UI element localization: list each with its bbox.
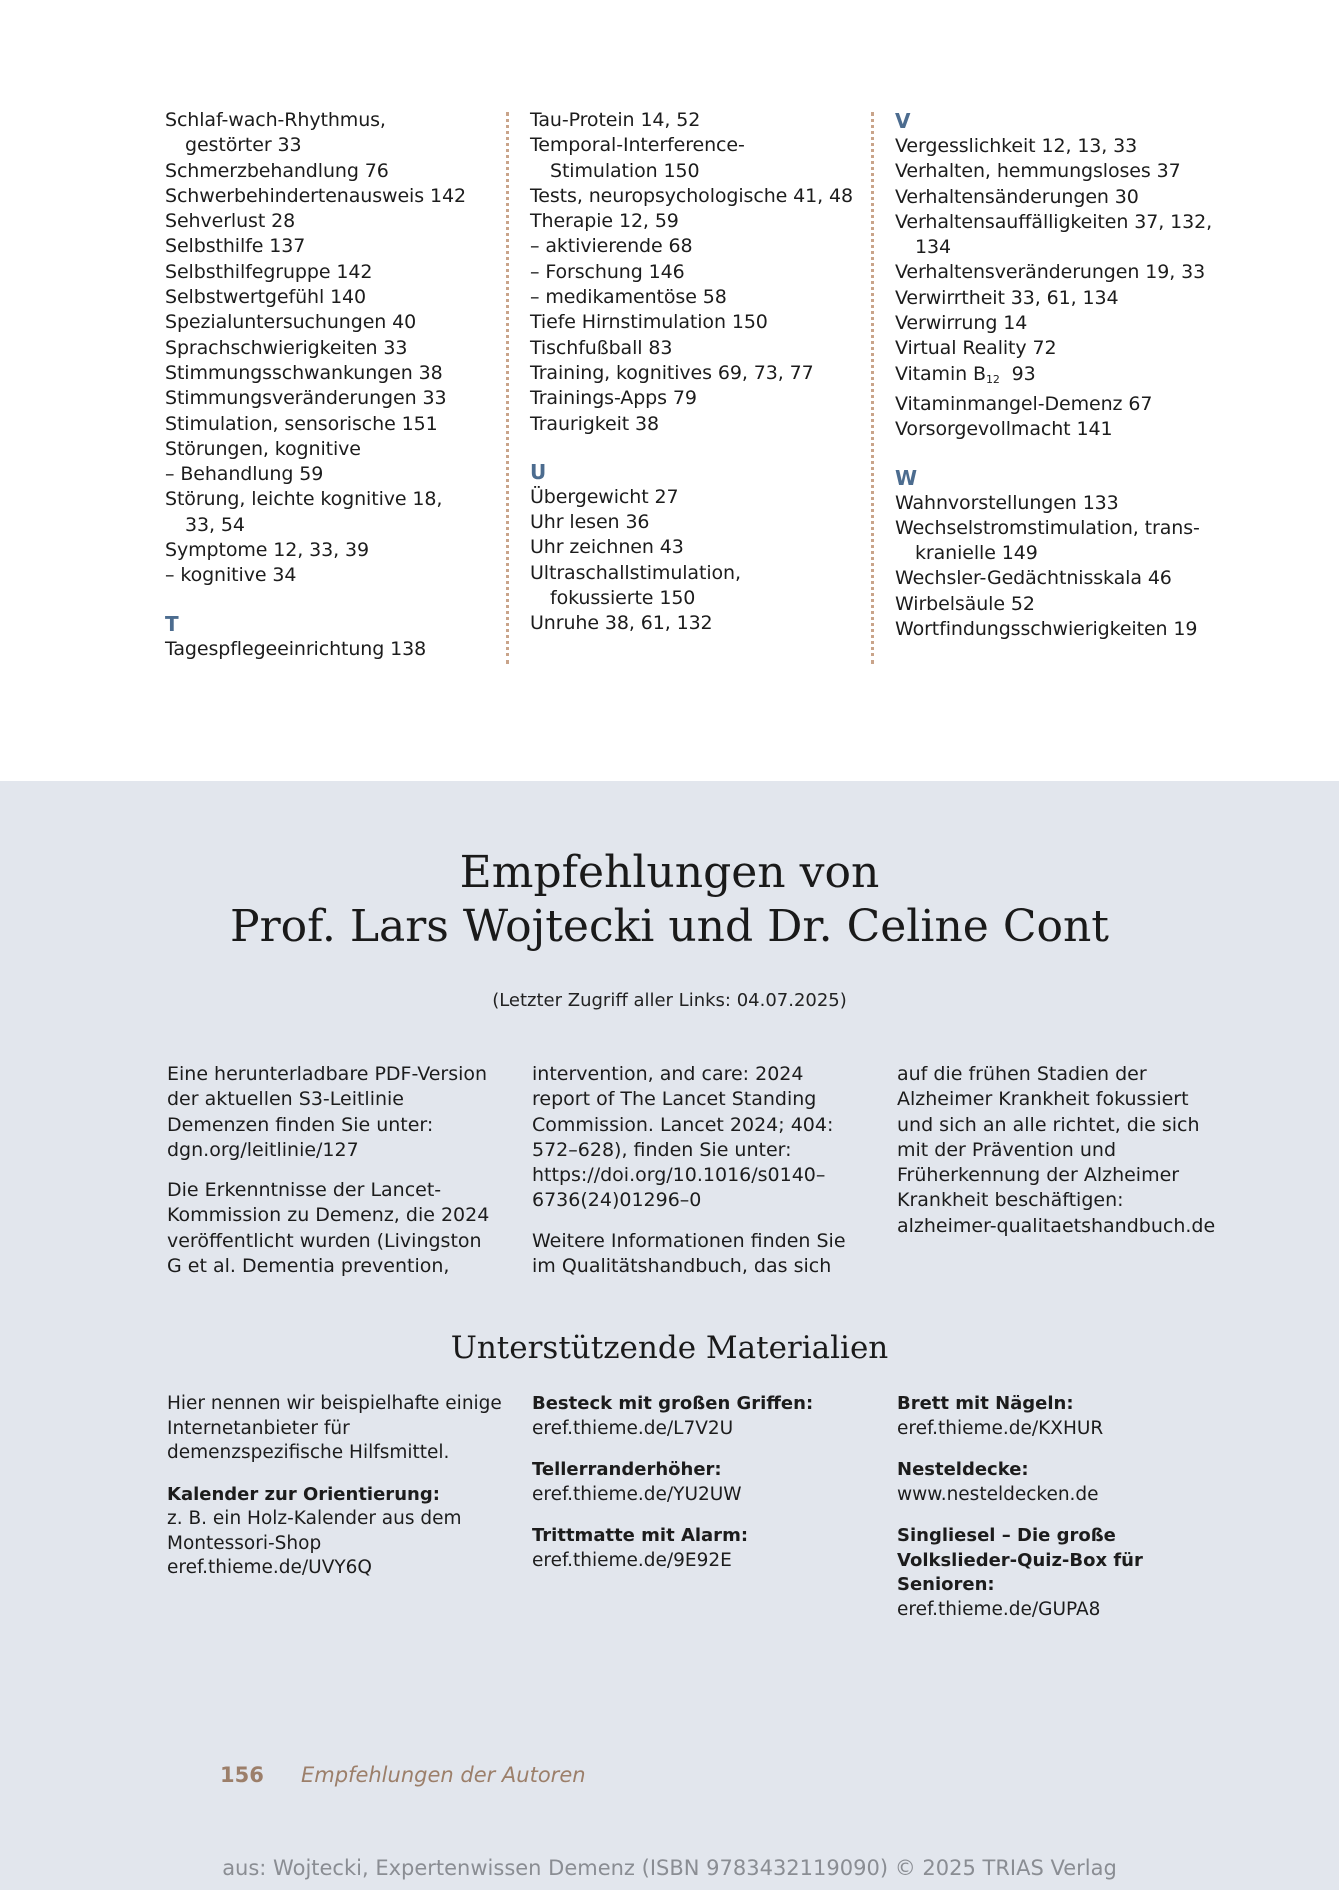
index-entry: Störung, leichte kognitive 18, [165,488,443,511]
index-entry: Verhaltensänderungen 30 [895,185,1139,208]
column-divider [506,112,509,664]
index-entry: Symptome 12, 33, 39 [165,539,369,562]
index-entry: Traurigkeit 38 [530,412,660,435]
recommendations-column-1 [167,1062,497,1294]
index-entry: Stimmungsschwankungen 38 [165,361,443,384]
index-entry: Selbstwertgefühl 140 [165,286,367,309]
recommendations-column-3 [897,1062,1222,1254]
index-list [895,491,1240,643]
recommendation-paragraph: Die Erkenntnisse der Lancet-Kommission zu Demenz, die 2024 veröffentlicht wurden (Livingston G et al. Dementia prevention, [167,1179,490,1278]
index-list [165,637,510,662]
source-line: aus: Wojtecki, Expertenwissen Demenz (ISBN 9783432119090) © 2025 TRIAS Verlag [222,1856,1117,1880]
index-entry: Vitaminmangel-Demenz 67 [895,392,1153,415]
index-column-1 [165,108,510,662]
index-column-3 [895,108,1240,642]
index-entry: gestörter 33 [185,134,302,157]
index-entry: 33, 54 [185,513,245,536]
index-entry: Verwirrtheit 33, 61, 134 [895,286,1119,309]
index-entry: Sehverlust 28 [165,210,296,233]
material-nail-board: Brett mit Nägeln: eref.thieme.de/KXHUR [897,1392,1232,1441]
index-entry: Wechsler-Gedächtnisskala 46 [895,567,1172,590]
material-quiz-box: Singliesel – Die große Volkslieder-Quiz-Box für Senioren: eref.thieme.de/GUPA8 [897,1524,1232,1622]
index-list [530,485,875,637]
materials-column-2 [532,1392,867,1590]
index-list [165,108,510,589]
index-entry: Therapie 12, 59 [530,210,679,233]
material-link[interactable]: eref.thieme.de/GUPA8 [897,1598,1101,1620]
access-note: (Letzter Zugriff aller Links: 04.07.2025) [492,990,847,1011]
index-entry: Temporal-Interference- [530,134,745,157]
index-entry: kranielle 149 [915,542,1038,565]
materials-column-1 [167,1392,502,1598]
index-entry: Verhaltensauffälligkeiten 37, 132, [895,210,1213,233]
index-entry: – Forschung 146 [530,260,685,283]
material-link[interactable]: eref.thieme.de/KXHUR [897,1417,1104,1439]
index-entry: Tiefe Hirnstimulation 150 [530,311,768,334]
index-letter-heading: W [895,465,917,490]
index-entry: Schwerbehindertenausweis 142 [165,184,466,207]
index-entry: Stimulation 150 [550,159,700,182]
index-entry: Schmerzbehandlung 76 [165,159,389,182]
index-entry: Tischfußball 83 [530,336,673,359]
recommendation-paragraph: intervention, and care: 2024 report of The Lancet Standing Commission. Lancet 2024; 404: 572–628), finden Sie unter: https://doi.org/10.1016/s0140–6736(24)01296–0 [532,1063,834,1212]
index-list [895,134,1240,362]
materials-intro: Hier nennen wir beispielhafte einige Internetanbieter für demenzspezifische Hilfsmittel. [167,1393,502,1463]
page-number: 156 [220,1763,264,1787]
index-entry: – medikamentöse 58 [530,286,727,309]
index-entry: – kognitive 34 [165,564,297,587]
index-entry: Wirbelsäule 52 [895,592,1035,615]
material-plate-guard: Tellerranderhöher: eref.thieme.de/YU2UW [532,1458,867,1507]
index-entry: Uhr zeichnen 43 [530,536,684,559]
index-entry: Verhaltensveränderungen 19, 33 [895,261,1206,284]
index-entry: Selbsthilfe 137 [165,235,306,258]
index-entry: Trainings-Apps 79 [530,387,697,410]
index-entry: Wechselstromstimulation, trans- [895,516,1200,539]
index-entry: Verwirrung 14 [895,312,1028,335]
index-entry: Tagespflegeeinrichtung 138 [165,637,427,660]
index-entry: Verhalten, hemmungsloses 37 [895,160,1181,183]
index-entry: Sprachschwierigkeiten 33 [165,336,408,359]
recommendations-column-2 [532,1062,862,1294]
index-list [530,108,875,437]
index-entry: Wortfindungsschwierigkeiten 19 [895,618,1198,641]
running-title: Empfehlungen der Autoren [301,1763,586,1787]
index-letter-heading: U [530,459,547,484]
index-entry: Unruhe 38, 61, 132 [530,612,713,635]
column-divider [871,112,874,664]
index-entry: Tau-Protein 14, 52 [530,109,701,131]
index-entry: – aktivierende 68 [530,235,693,258]
index-entry: Übergewicht 27 [530,485,679,508]
index-entry: Virtual Reality 72 [895,337,1057,360]
index-entry: Wahnvorstellungen 133 [895,491,1119,514]
index-entry: – Behandlung 59 [165,463,324,486]
index-entry: Stimulation, sensorische 151 [165,412,438,435]
recommendation-paragraph: Weitere Informationen finden Sie im Qualitätshandbuch, das sich [532,1229,846,1278]
materials-title: Unterstützende Materialien [450,1330,889,1366]
index-entry: Schlaf-wach-Rhythmus, [165,109,386,131]
index-entry: Uhr lesen 36 [530,511,650,534]
index-letter-heading: T [165,611,179,636]
material-fidget-blanket: Nesteldecke: www.nesteldecken.de [897,1458,1232,1507]
material-cutlery: Besteck mit großen Griffen: eref.thieme.de/L7V2U [532,1392,867,1441]
index-entry: Vorsorgevollmacht 141 [895,418,1113,441]
recommendation-paragraph: auf die frühen Stadien der Alzheimer Krankheit fokussiert und sich an alle richtet, die sich mit der Prävention und Früherkennung der Alzheimer Krankheit beschäftigen: alzheimer-qualitaetshandbuch.de [897,1063,1216,1237]
material-link[interactable]: eref.thieme.de/L7V2U [532,1417,734,1439]
index-entry: Training, kognitives 69, 73, 77 [530,361,814,384]
index-column-2 [530,108,875,637]
index-entry: Tests, neuropsychologische 41, 48 [530,184,853,207]
material-link[interactable]: eref.thieme.de/YU2UW [532,1483,742,1505]
material-calendar: Kalender zur Orientierung: z. B. ein Holz-Kalender aus dem Montessori-Shop eref.thieme.de/UVY6Q [167,1483,502,1581]
material-link[interactable]: eref.thieme.de/UVY6Q [167,1557,372,1578]
index-entry: Spezialuntersuchungen 40 [165,311,417,334]
index-entry: Ultraschallstimulation, [530,561,741,584]
material-link[interactable]: eref.thieme.de/9E92E [532,1549,732,1571]
material-alarm-mat: Trittmatte mit Alarm: eref.thieme.de/9E92E [532,1524,867,1573]
materials-column-3 [897,1392,1232,1639]
recommendations-title: Empfehlungen von Prof. Lars Wojtecki und Dr. Celine Cont [230,847,1109,952]
material-link[interactable]: www.nesteldecken.de [897,1483,1099,1505]
index-entry: Stimmungsveränderungen 33 [165,387,447,410]
index-list [895,392,1240,443]
index-entry: Selbsthilfegruppe 142 [165,260,373,283]
index-entry: Störungen, kognitive [165,437,361,460]
index-entry-vitamin-b12: Vitamin $B_{12}$ 93 [895,362,1036,386]
index-entry: Vergesslichkeit 12, 13, 33 [895,135,1138,157]
index-entry: 134 [915,236,951,259]
index-entry: fokussierte 150 [550,587,696,610]
index-letter-heading: V [895,109,911,133]
recommendation-paragraph: Eine herunterladbare PDF-Version der aktuellen S3-Leitlinie Demenzen finden Sie unter: dgn.org/leitlinie/127 [167,1063,488,1161]
